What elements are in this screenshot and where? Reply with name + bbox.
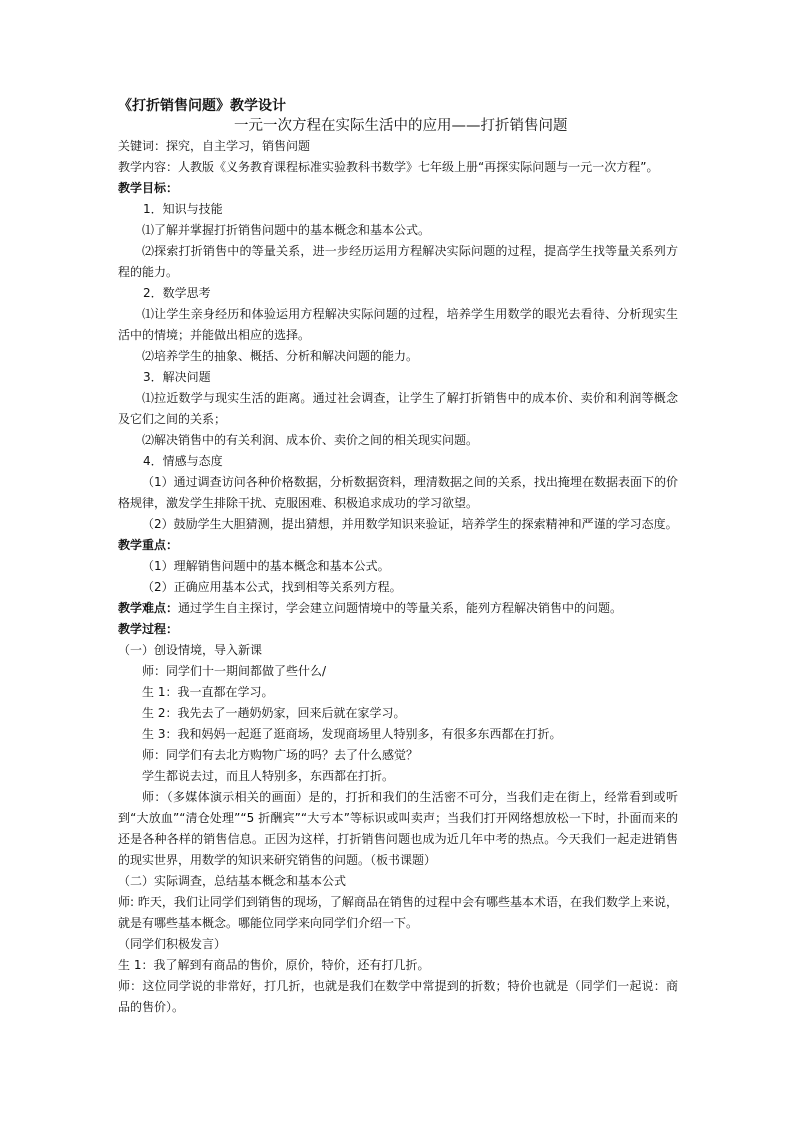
goal-4-item-b: （2）鼓励学生大胆猜测，提出猜想，并用数学知识来验证，培养学生的探索精神和严谨的学习态度。: [142, 517, 678, 531]
goal-3-heading: 3．解决问题: [143, 370, 211, 384]
content-line: 教学内容：人教版《义务教育课程标准实验教科书数学》七年级上册“再探实际问题与一元一次方程”。: [118, 160, 659, 174]
dialogue-line: 生 2：我先去了一趟奶奶家，回来后就在家学习。: [142, 706, 406, 720]
dialogue-line: 学生都说去过，而且人特别多，东西都在打折。: [142, 769, 395, 783]
goal-2-item-b: ⑵培养学生的抽象、概括、分析和解决问题的能力。: [142, 349, 419, 363]
dialogue-line: 师：同学们有去北方购物广场的吗？去了什么感觉？: [142, 748, 419, 762]
process-heading: 教学过程：: [118, 622, 179, 636]
difficulty-text: 通过学生自主探讨，学会建立问题情境中的等量关系，能列方程解决销售中的问题。: [178, 601, 623, 615]
document-subtitle: 一元一次方程在实际生活中的应用——打折销售问题: [234, 118, 568, 134]
goal-1-item-a: ⑴了解并掌握打折销售问题中的基本概念和基本公式。: [142, 223, 431, 237]
dialogue-line: （同学们积极发言）: [118, 937, 227, 951]
difficulty-heading: 教学难点：: [118, 601, 179, 615]
dialogue-line: 生 3：我和妈妈一起逛了逛商场，发现商场里人特别多，有很多东西都在打折。: [142, 727, 562, 741]
dialogue-paragraph: 师: 昨天，我们让同学们到销售的现场，了解商品在销售的过程中会有哪些基本术语，在我们数学上来说，就是有哪些基本概念。哪能位同学来向同学们介绍一下。: [118, 895, 678, 930]
goal-2-item-a: ⑴让学生亲身经历和体验运用方程解决实际问题的过程，培养学生用数学的眼光去看待、分析现实生活中的情境；并能做出相应的选择。: [118, 307, 678, 342]
goal-1-item-b: ⑵探索打折销售中的等量关系，进一步经历运用方程解决实际问题的过程，提高学生找等量关系列方程的能力。: [118, 244, 678, 279]
goal-2-heading: 2．数学思考: [143, 286, 211, 300]
goal-4-heading: 4．情感与态度: [143, 454, 223, 468]
section-1-heading: （一）创设情境，导入新课: [118, 643, 263, 657]
dialogue-line: 生 1：我一直都在学习。: [142, 685, 274, 699]
key-point-1: （1）理解销售问题中的基本概念和基本公式。: [142, 559, 390, 573]
dialogue-paragraph: 师：（多媒体演示相关的画面）是的，打折和我们的生活密不可分，当我们走在街上，经常看到或听到“大放血”“清仓处理”“5 折酬宾”“大亏本”等标识或叫卖声；当我们打开网络想放松一下时，扑面而来的还是各种各样的销售信息。正因为这样，打折销售问题也成为近几年中考的热点。今天我们一起走进销售的现实世界，用数学的知识来研究销售的问题。（板书课题）: [118, 790, 678, 867]
difficulty-line: [118, 598, 678, 619]
dialogue-line: 生 1：我了解到有商品的售价，原价，特价，还有打几折。: [118, 958, 430, 972]
document-body: [118, 96, 678, 1018]
key-point-2: （2）正确应用基本公式，找到相等关系列方程。: [142, 580, 402, 594]
dialogue-paragraph: 师：这位同学说的非常好，打几折，也就是我们在数学中常提到的折数；特价也就是（同学们一起说：商品的售价）。: [118, 979, 678, 1014]
keywords-line: 关键词：探究，自主学习，销售问题: [118, 139, 311, 153]
document-title: 《打折销售问题》教学设计: [118, 98, 286, 114]
section-2-heading: （二）实际调查，总结基本概念和基本公式: [118, 874, 347, 888]
goal-1-heading: 1．知识与技能: [143, 202, 223, 216]
goal-3-item-b: ⑵解决销售中的有关利润、成本价、卖价之间的相关现实问题。: [142, 433, 479, 447]
goals-heading: 教学目标：: [118, 181, 179, 195]
goal-4-item-a: （1）通过调查访问各种价格数据，分析数据资料，理清数据之间的关系，找出掩埋在数据表面下的价格规律，激发学生排除干扰、克服困难、积极追求成功的学习欲望。: [118, 475, 678, 510]
goal-3-item-a: ⑴拉近数学与现实生活的距离。通过社会调查，让学生了解打折销售中的成本价、卖价和利润等概念及它们之间的关系；: [118, 391, 678, 426]
dialogue-line: 师：同学们十一期间都做了些什么/: [142, 664, 327, 678]
key-points-heading: 教学重点：: [118, 538, 179, 552]
